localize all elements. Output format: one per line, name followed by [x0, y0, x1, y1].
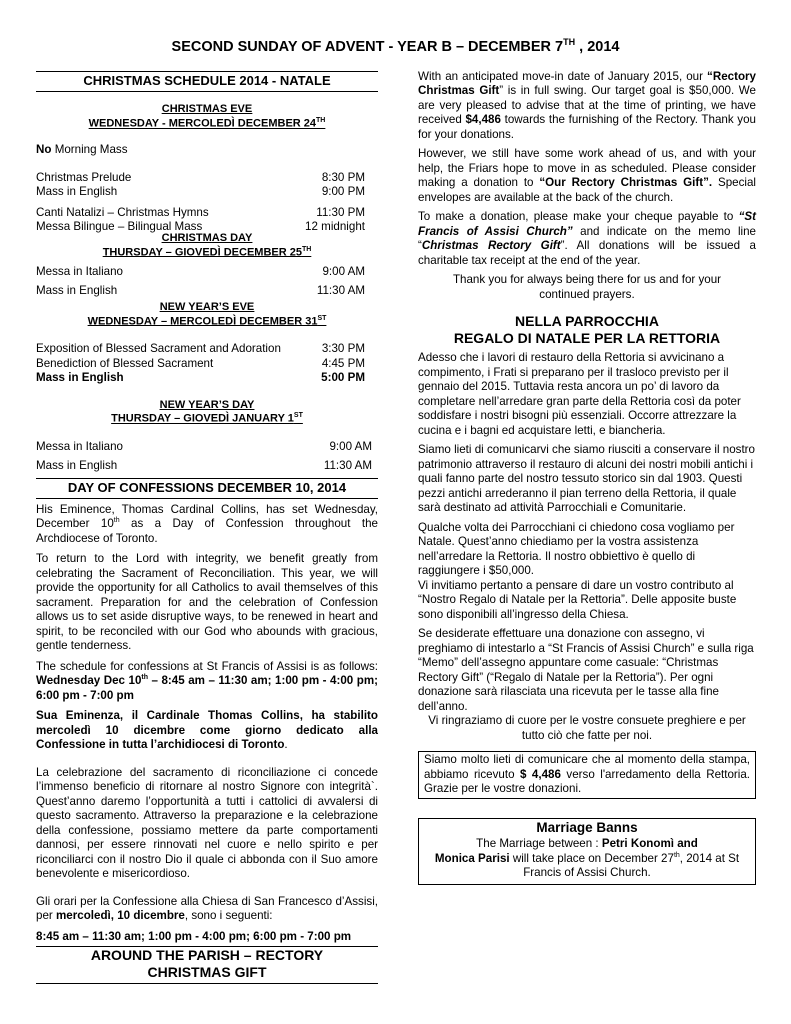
schedule-row: Mass in English 5:00 PM: [36, 371, 365, 385]
parrocchia-paragraph-1: Adesso che i lavori di restauro della Rettoria si avvicinano a compimento, i Frati si preparano per il trasloco previsto per il gennaio del 2015. Tuttavia resta ancora un po’ di lavoro da completare nell’arredare gran parte della Rettoria così da poter soddisfare i nostri bisogni più essenziali. Occorre attrezzare la cucina e i bagni ed acquistare letti, e biancheria.: [418, 351, 741, 437]
christmas-schedule-heading: CHRISTMAS SCHEDULE 2014 - NATALE: [36, 71, 378, 92]
new-years-day-list: [36, 440, 378, 474]
rectory-paragraph-2: However, we still have some work ahead of us, and with your help, the Friars hope to move in as scheduled. Please consider making a donation to “Our Rectory Christmas Gift”. Special envelopes are available at the back of the church.: [418, 147, 756, 204]
new-years-eve-heading: NEW YEAR’S EVE WEDNESDAY – MERCOLEDÌ DECEMBER 31ST: [87, 300, 327, 328]
schedule-row: Messa in Italiano 9:00 AM: [36, 439, 372, 453]
christmas-eve-heading: CHRISTMAS EVE WEDNESDAY - MERCOLEDÌ DECEMBER 24TH: [88, 103, 326, 130]
confessions-paragraph-2: To return to the Lord with integrity, we benefit greatly from celebrating the Sacrament of Reconciliation. This year, we will provide the opportunity for all Catholics to avail themselves of this sacrament. Preparation for and the celebration of Confession allows us to set aside disruptive ways, to be renewed in heart and spirit, to be reconciled with our God who abounds with gracious, gentle tenderness.: [36, 552, 378, 653]
rectory-paragraph-1: With an anticipated move-in date of January 2015, our “Rectory Christmas Gift” is in full swing. Our target goal is $50,000. We are very pleased to advise that at the time of printing, we have received $4,486 towards the furnishing of the Rectory. Thank you for your donations.: [418, 70, 756, 141]
rectory-paragraph-3: To make a donation, please make your cheque payable to “St Francis of Assisi Church” and indicate on the memo line “Christmas Rectory Gift”. All donations will be issued a charitable tax receipt at the end of the year.: [418, 210, 757, 267]
parrocchia-paragraph-2: Siamo lieti di comunicarvi che siamo riusciti a conservare il nostro patrimonio attraverso il restauro di alcuni dei nostri mobili antichi i quali fanno parte del nostro tessuto storico sin dal 1903. Questi pezzi antichi arrederanno il pian terreno della Rettoria, il quale sarà destinato ad attività Parrocchiali e Comunitarie.: [418, 443, 755, 515]
parrocchia-paragraph-3: Qualche volta dei Parrocchiani ci chiedono cosa vogliamo per Natale. Quest’anno chiediamo per la vostra assistenza nell’arredare la Rettoria. Il nostro obbiettivo è quello di raggiungere i $50,000.: [418, 520, 735, 578]
left-column: [36, 71, 378, 984]
marriage-banns-title: Marriage Banns: [536, 820, 638, 836]
confessions-italian-schedule-intro: Gli orari per la Confessione alla Chiesa di San Francesco d’Assisi, per mercoledì, 10 dicembre, sono i seguenti:: [36, 894, 378, 923]
schedule-row: Messa Bilingue – Bilingual Mass 12 midnight: [36, 220, 365, 234]
new-years-day-heading: NEW YEAR’S DAY THURSDAY – GIOVEDÌ JANUARY 1ST: [111, 398, 303, 425]
parrocchia-paragraph-4: Vi invitiamo pertanto a pensare di dare un vostro contributo al “Nostro Regalo di Natale per la Rettoria”. Delle apposite buste sono disponibili all’ingresso della Chiesa.: [418, 578, 737, 621]
christmas-day-list: [36, 265, 378, 299]
christmas-day-heading: CHRISTMAS DAY THURSDAY – GIOVEDÌ DECEMBER 25TH: [102, 231, 312, 259]
parrocchia-heading: NELLA PARROCCHIA REGALO DI NATALE PER LA RETTORIA: [453, 313, 721, 347]
around-the-parish-heading: AROUND THE PARISH – RECTORY CHRISTMAS GIFT: [36, 946, 378, 984]
right-column: [418, 70, 756, 885]
confessions-italian-intro: Sua Eminenza, il Cardinale Thomas Collins, ha stabilito mercoledì 10 dicembre come giorno dedicato alla Confessione in tutta l’archidiocesi di Toronto.: [36, 709, 378, 752]
schedule-row: Canti Natalizi – Christmas Hymns 11:30 PM: [36, 205, 365, 219]
schedule-row: Exposition of Blessed Sacrament and Adoration 3:30 PM: [36, 342, 365, 356]
schedule-row: Mass in English 11:30 AM: [36, 459, 372, 473]
schedule-row: Christmas Prelude 8:30 PM: [36, 170, 365, 184]
parrocchia-thanks: Vi ringraziamo di cuore per le vostre consuete preghiere e per tutto ciò che fatte per noi.: [428, 714, 746, 742]
new-years-eve-list: [36, 342, 378, 385]
schedule-row: Messa in Italiano 9:00 AM: [36, 264, 365, 278]
schedule-row: Mass in English 9:00 PM: [36, 185, 365, 199]
confessions-schedule: The schedule for confessions at St Francis of Assisi is as follows: Wednesday Dec 10th – 8:45 am – 11:30 am; 1:00 pm - 4:00 pm; 6:00 pm - 7:00 pm: [36, 659, 378, 702]
confessions-heading: DAY OF CONFESSIONS DECEMBER 10, 2014: [36, 478, 378, 499]
marriage-banns-box: [418, 818, 756, 884]
no-morning-mass-note: No Morning Mass: [36, 143, 128, 157]
confessions-italian-paragraph: La celebrazione del sacramento di riconciliazione ci concede l’immenso beneficio di ritornare al nostro Signore con integrità`. Quest’anno daremo l’opportunità a tutti i cattolici di avvalersi di questo sacramento. Attraverso la preparazione e la celebrazione della confessione, possiamo mettere da parte comportamenti dannosi, per essere rinnovati nel cuore e nello spirito e per riconciliarci con il nostro Dio il quale ci abbonda con il Suo amore benevolente e misericordioso.: [36, 765, 378, 881]
schedule-row: Benediction of Blessed Sacrament 4:45 PM: [36, 356, 365, 370]
parrocchia-paragraph-5: Se desiderate effettuare una donazione con assegno, vi preghiamo di intestarlo a “St Francis of Assisi Church” e sulla riga “Memo” dell’assegno appuntare come casuale: “Christmas Rectory Gift” (“Regalo di Natale per la Rettoria”). Per ogni donazione sarà rilasciata una ricevuta per le tasse alla fine dell’anno.: [418, 627, 754, 713]
schedule-row: Mass in English 11:30 AM: [36, 284, 365, 298]
marriage-banns-line-1: The Marriage between : Petri Konomì and: [476, 837, 698, 851]
christmas-eve-list: [36, 171, 378, 235]
confessions-paragraph-1: His Eminence, Thomas Cardinal Collins, has set Wednesday, December 10th as a Day of Confession throughout the Archdiocese of Toronto.: [36, 502, 378, 545]
page-title: SECOND SUNDAY OF ADVENT - YEAR B – DECEMBER 7TH , 2014: [171, 37, 620, 55]
confessions-italian-times: 8:45 am – 11:30 am; 1:00 pm - 4:00 pm; 6:00 pm - 7:00 pm: [36, 929, 352, 943]
donation-notice-box: Siamo molto lieti di comunicare che al momento della stampa, abbiamo ricevuto $ 4,486 verso l'arredamento della Rettoria. Grazie per le vostre donazioni.: [418, 751, 756, 799]
marriage-banns-line-2: Monica Parisi will take place on December 27th, 2014 at St Francis of Assisi Church.: [434, 851, 740, 880]
rectory-thanks: Thank you for always being there for us and for your continued prayers.: [452, 273, 722, 301]
